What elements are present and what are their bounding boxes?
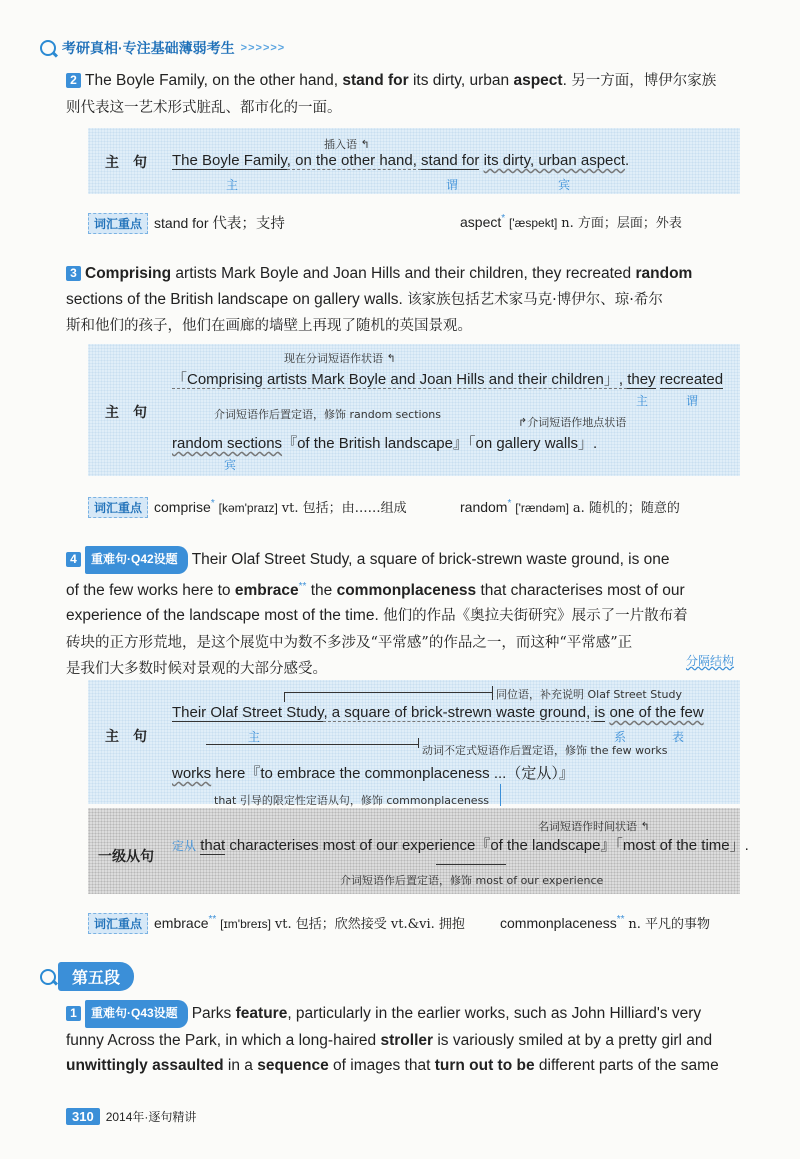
footer-text: 2014年·逐句精讲 (105, 1110, 197, 1124)
role-verb: 谓 (446, 178, 459, 192)
annotation: 介词短语作后置定语，修饰 most of our experience (340, 874, 604, 887)
annotation: 动词不定式短语作后置定语，修饰 the few works (422, 744, 668, 757)
page-header (40, 38, 285, 58)
sentence-5-1: 1 重难句·Q43设题 Parks feature, particularly in the earlier works, such as John Hilliard's very funny Across the Park, in which a long-haired stroller is variously smiled at by a pretty girl and unwittingly assaulted in a sequence of images that turn out to be different parts of the same (66, 1000, 746, 1079)
vocab-tag: 词汇重点 (88, 913, 148, 934)
role-verb: 系 (614, 730, 627, 744)
vocab-row: 词汇重点 stand for 代表；支持 (88, 212, 285, 234)
vocab-tag: 词汇重点 (88, 497, 148, 518)
box-label: 一级从句 (98, 849, 154, 865)
role-subject: 主 (226, 178, 239, 192)
annotation: 介词短语作后置定语，修饰 random sections (214, 408, 442, 421)
annotation: 名词短语作时间状语 ↰ (538, 820, 650, 833)
header-title: 考研真相·专注基础薄弱考生 (62, 40, 235, 56)
box-label: 主 句 (105, 405, 147, 421)
clause-tag: 定从 (172, 839, 197, 853)
role-object: 宾 (558, 178, 571, 192)
role-complement: 表 (672, 730, 685, 744)
sentence-4: 4 重难句·Q42设题 Their Olaf Street Study, a square of brick-strewn waste ground, is one of the few works here to embrace** the commonplaceness that characterises most of our experience of the landscape most of the time. 他们的作品《奥拉夫街研究》展示了一片散布着 砖块的正方形荒地，是这个展览中为数不多涉及“平常感”的作品之一，而这种“平常感”正 是我们大多数时候对景观的大部分感受。 (66, 546, 746, 683)
search-logo-icon (40, 40, 56, 56)
sentence-number: 1 (66, 1006, 81, 1021)
vocab-tag: 词汇重点 (88, 213, 148, 234)
role-verb: 谓 (686, 394, 699, 408)
vocab-row: 词汇重点 embrace** [ɪm'breɪs] vt. 包括；欣然接受 vt.&vi. 拥抱 (88, 913, 465, 934)
annotation: 现在分词短语作状语 ↰ (284, 352, 396, 365)
analysis-box-clause (88, 808, 749, 894)
analyzed-sentence: works here『to embrace the commonplaceness ...（定从）』 (172, 765, 574, 782)
analysis-box-main (88, 680, 740, 804)
vocab-row: 词汇重点 comprise* [kəm'praɪz] vt. 包括；由……组成 (88, 497, 407, 518)
page-footer (66, 1108, 196, 1125)
analyzed-sentence: random sections『of the British landscape』「on gallery walls」. (172, 435, 598, 452)
translation: 另一方面，博伊尔家族 (571, 73, 717, 89)
box-label: 主 句 (105, 729, 147, 745)
side-note: 分隔结构 (685, 654, 734, 668)
analyzed-sentence: 定从 that characterises most of our experience『of the landscape』「most of the time」. (172, 837, 749, 854)
role-subject: 主 (636, 394, 649, 408)
search-logo-icon (40, 969, 56, 985)
sentence-3: 3 Comprising artists Mark Boyle and Joan Hills and their children, they recreated random sections of the British landscape on gallery walls. 该家族包括艺术家马克·博伊尔、琼·希尔 斯和他们的孩子，他们在画廊的墙壁上再现了随机的英国景观。 (66, 265, 693, 334)
sentence-number: 2 (66, 73, 81, 88)
role-subject: 主 (248, 730, 261, 744)
vocab-row: aspect* ['æspekt] n. 方面；层面；外表 (460, 213, 682, 231)
section-heading (40, 962, 134, 991)
sentence-number: 4 (66, 552, 81, 567)
vocab-row: random* ['rændəm] a. 随机的；随意的 (460, 498, 680, 516)
key-sentence-badge: 重难句·Q43设题 (85, 1000, 188, 1028)
annotation: 同位语，补充说明 Olaf Street Study (496, 688, 683, 701)
analysis-box-main (88, 128, 740, 194)
analyzed-sentence: The Boyle Family, on the other hand, stand for its dirty, urban aspect. (172, 152, 630, 169)
key-sentence-badge: 重难句·Q42设题 (85, 546, 188, 574)
box-label: 主 句 (105, 155, 147, 171)
role-object: 宾 (224, 458, 237, 472)
translation: 则代表这一艺术形式脏乱、都市化的一面。 (66, 99, 342, 116)
section-title: 第五段 (58, 962, 134, 991)
analysis-box-main (88, 344, 740, 476)
analyzed-sentence: Their Olaf Street Study, a square of brick-strewn waste ground, is one of the few (172, 704, 704, 721)
header-arrows: >>>>>> (240, 42, 286, 54)
annotation: that 引导的限定性定语从句，修饰 commonplaceness (214, 794, 490, 807)
sentence-2: 2 The Boyle Family, on the other hand, stand for its dirty, urban aspect. 另一方面，博伊尔家族 则代表这一艺术形式脏乱、都市化的一面。 (66, 72, 717, 116)
sentence-number: 3 (66, 266, 81, 281)
page-number: 310 (66, 1108, 100, 1125)
annotation: 插入语 ↰ (324, 138, 370, 151)
annotation: ↱介词短语作地点状语 (518, 416, 627, 429)
analyzed-sentence: 「Comprising artists Mark Boyle and Joan Hills and their children」, they recreated (172, 371, 724, 388)
vocab-row: commonplaceness** n. 平凡的事物 (500, 914, 711, 932)
